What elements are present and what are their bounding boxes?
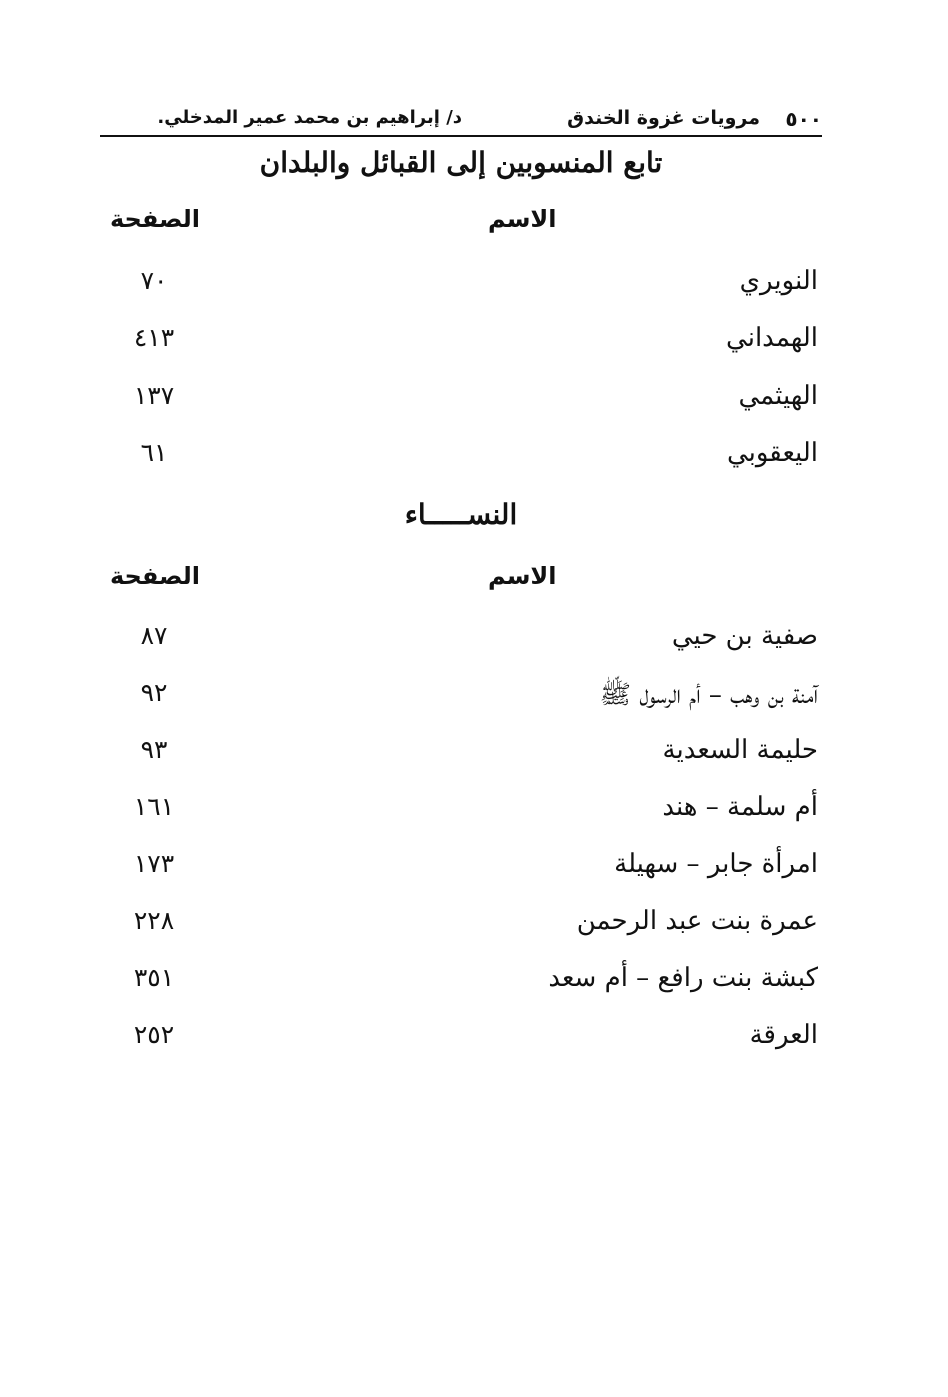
entry-page: ٢٥٢ [133,1020,175,1049]
index-entry [100,266,822,306]
index-entry [100,963,822,1003]
index-entry [100,381,822,421]
entry-name: عمرة بنت عبد الرحمن [576,906,818,936]
entry-page: ٦١ [140,438,168,467]
index-entry [100,735,822,775]
entry-page: ٩٣ [140,735,168,764]
header-rule [100,135,822,137]
column-header-page: الصفحة [110,562,201,590]
entry-name: حليمة السعدية [662,735,818,765]
entry-name: الهيثمي [738,381,818,411]
entry-name: النويري [739,266,818,296]
index-entry [100,1020,822,1060]
book-title: مرويات غزوة الخندق [567,107,760,129]
column-header-name: الاسم [488,562,557,590]
section-title-women: النســـــاء [404,498,518,531]
index-entry [100,792,822,832]
entry-page: ١٣٧ [133,381,175,410]
entry-page: ٢٢٨ [133,906,175,935]
index-entry [100,906,822,946]
entry-page: ٩٢ [140,678,168,707]
index-entry [100,323,822,363]
entry-name: كبشة بنت رافع – أم سعد [548,963,818,993]
entry-name: آمنة بن وهب – أم الرسول ﷺ [599,680,818,710]
running-header [100,103,822,137]
entry-page: ٨٧ [140,621,168,650]
section-title-tribes: تابع المنسوبين إلى القبائل والبلدان [259,146,663,179]
entry-name: الهمداني [726,323,818,353]
author-name: د/ إبراهيم بن محمد عمير المدخلي. [157,107,462,128]
entry-page: ٤١٣ [133,323,175,352]
index-entry [100,849,822,889]
entry-page: ٣٥١ [133,963,175,992]
entry-name: اليعقوبي [726,438,818,468]
index-entry [100,621,822,661]
entry-page: ٧٠ [140,266,168,295]
entry-name: صفية بن حيي [671,621,818,651]
entry-name: العرقة [749,1020,818,1050]
entry-name: أم سلمة – هند [662,792,818,822]
index-entry [100,678,822,718]
entry-page: ١٧٣ [133,849,175,878]
page-number: ٥٠٠ [785,107,822,131]
index-entry [100,438,822,478]
column-header-page: الصفحة [110,205,201,233]
entry-page: ١٦١ [133,792,175,821]
column-header-name: الاسم [488,205,557,233]
entry-name: امرأة جابر – سهيلة [614,849,818,879]
